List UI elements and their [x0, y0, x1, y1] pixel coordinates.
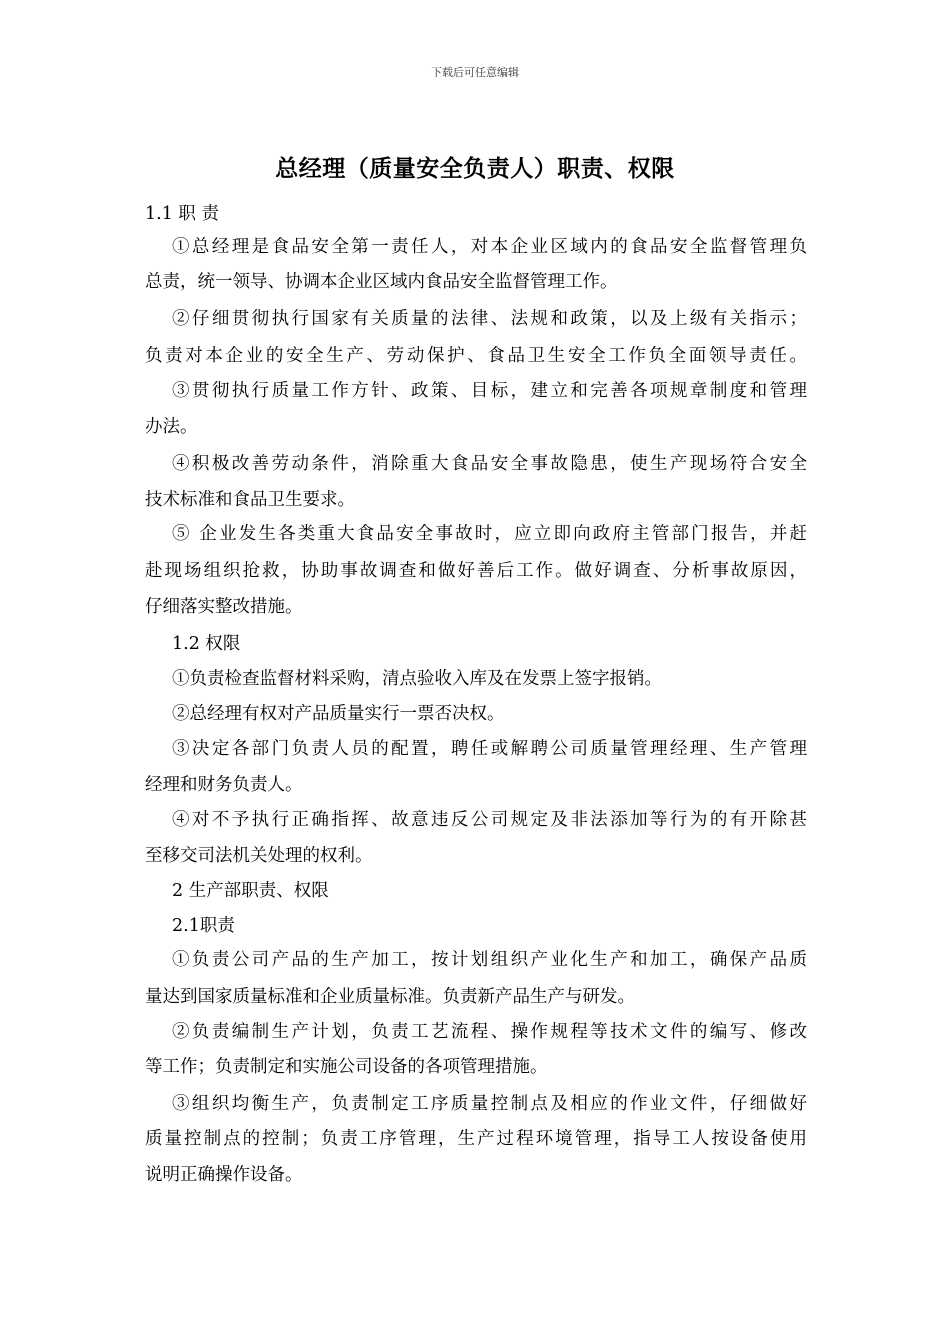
paragraph-line: ②负责编制生产计划，负责工艺流程、操作规程等技术文件的编写、修改	[172, 1022, 807, 1042]
paragraph-line: 赴现场组织抢救，协助事故调查和做好善后工作。做好调查、分析事故原因，	[145, 561, 807, 581]
paragraph-line: ①负责公司产品的生产加工，按计划组织产业化生产和加工，确保产品质	[172, 950, 807, 970]
section-heading: 1.2 权限	[172, 634, 241, 654]
paragraph-line: ④积极改善劳动条件，消除重大食品安全事故隐患，使生产现场符合安全	[172, 454, 807, 474]
paragraph-line: 负责对本企业的安全生产、劳动保护、食品卫生安全工作负全面领导责任。	[145, 346, 807, 366]
paragraph-line: ①负责检查监督材料采购，清点验收入库及在发票上签字报销。	[172, 669, 662, 689]
paragraph-line: 技术标准和食品卫生要求。	[145, 490, 355, 510]
section-heading: 1.1 职 责	[145, 204, 219, 224]
paragraph-line: ②仔细贯彻执行国家有关质量的法律、法规和政策，以及上级有关指示；	[172, 309, 807, 329]
paragraph-line: ③组织均衡生产，负责制定工序质量控制点及相应的作业文件，仔细做好	[172, 1094, 807, 1114]
paragraph-line: ①总经理是食品安全第一责任人，对本企业区域内的食品安全监督管理负	[172, 237, 807, 257]
document-title: 总经理（质量安全负责人）职责、权限	[275, 156, 675, 182]
paragraph-line: 办法。	[145, 417, 198, 437]
paragraph-line: 质量控制点的控制；负责工序管理，生产过程环境管理，指导工人按设备使用	[145, 1129, 807, 1149]
paragraph-line: 仔细落实整改措施。	[145, 597, 303, 617]
paragraph-line: 说明正确操作设备。	[145, 1165, 303, 1185]
paragraph-line: 等工作；负责制定和实施公司设备的各项管理措施。	[145, 1057, 548, 1077]
paragraph-line: 至移交司法机关处理的权利。	[145, 846, 373, 866]
paragraph-line: ③决定各部门负责人员的配置，聘任或解聘公司质量管理经理、生产管理	[172, 739, 807, 759]
paragraph-line: ④对不予执行正确指挥、故意违反公司规定及非法添加等行为的有开除甚	[172, 810, 807, 830]
section-heading: 2.1职责	[172, 916, 235, 936]
page-header: 下载后可任意编辑	[431, 66, 519, 79]
paragraph-line: 总责，统一领导、协调本企业区域内食品安全监督管理工作。	[145, 272, 618, 292]
paragraph-line: ③贯彻执行质量工作方针、政策、目标，建立和完善各项规章制度和管理	[172, 381, 807, 401]
paragraph-line: ②总经理有权对产品质量实行一票否决权。	[172, 704, 505, 724]
paragraph-line: ⑤ 企业发生各类重大食品安全事故时，应立即向政府主管部门报告，并赶	[172, 524, 807, 544]
section-heading: 2 生产部职责、权限	[172, 881, 329, 901]
paragraph-line: 量达到国家质量标准和企业质量标准。负责新产品生产与研发。	[145, 987, 635, 1007]
paragraph-line: 经理和财务负责人。	[145, 775, 303, 795]
